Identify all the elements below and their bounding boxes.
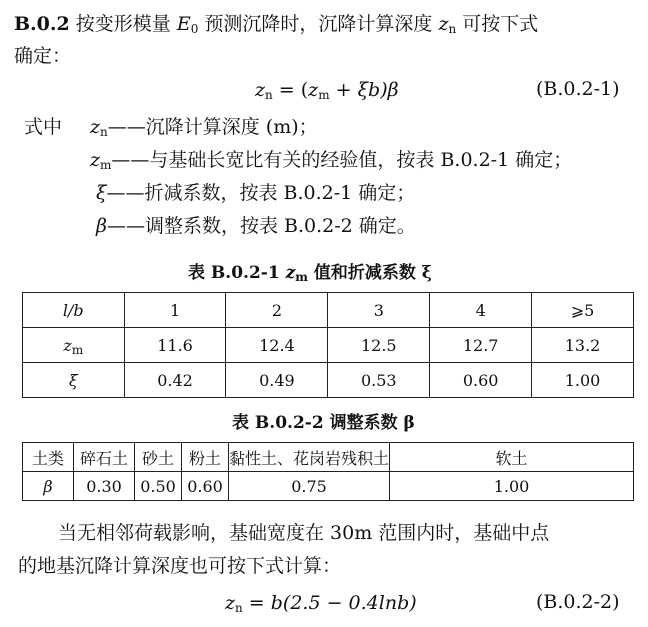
table-cell: 12.7: [430, 328, 532, 363]
table-cell: $z_m$: [23, 328, 125, 363]
table-cell: 碎石土: [74, 443, 135, 472]
table-1: [22, 292, 634, 398]
table-2: [22, 442, 634, 501]
table-row: [23, 472, 634, 501]
formula-1-number: (B.0.2-1): [536, 78, 620, 100]
formula-2: $z_n = b(2.5 - 0.4\ln b)$: [225, 592, 417, 615]
table-cell: 1.00: [390, 472, 634, 501]
table-cell: 1.00: [532, 363, 634, 398]
table-2-caption: 表 B.0.2-2 调整系数 β: [232, 413, 415, 433]
table-cell: 12.5: [328, 328, 430, 363]
formula-2-number: (B.0.2-2): [536, 591, 620, 613]
table-cell: 黏性土、花岗岩残积土: [229, 443, 390, 472]
table-cell: 2: [226, 293, 328, 328]
table-row: [23, 293, 634, 328]
intro-line-1: B.0.2 按变形模量 $E_0$ 预测沉降时，沉降计算深度 $z_n$ 可按下式: [14, 13, 539, 36]
table-cell: β: [23, 472, 74, 501]
table-cell: 0.60: [430, 363, 532, 398]
table-cell: 3: [328, 293, 430, 328]
definition-zm: $z_m——$与基础长宽比有关的经验值，按表 B.0.2-1 确定；: [90, 149, 573, 172]
table-cell: 13.2: [532, 328, 634, 363]
table-row: [23, 363, 634, 398]
table-cell: 0.53: [328, 363, 430, 398]
table-cell: 0.30: [74, 472, 135, 501]
table-cell: 0.49: [226, 363, 328, 398]
table-cell: 0.75: [229, 472, 390, 501]
table-cell: 砂土: [135, 443, 182, 472]
table-row: [23, 443, 634, 472]
table-cell: 0.42: [124, 363, 226, 398]
table-cell: 12.4: [226, 328, 328, 363]
intro-line-2: 确定：: [14, 45, 72, 67]
table-cell: 0.50: [135, 472, 182, 501]
table-cell: 软土: [390, 443, 634, 472]
table-cell: 粉土: [182, 443, 229, 472]
table-cell: l/b: [23, 293, 125, 328]
table-cell: 4: [430, 293, 532, 328]
table-row: [23, 328, 634, 363]
closing-line-1: 当无相邻荷载影响，基础宽度在 30m 范围内时，基础中点: [58, 522, 550, 544]
table-cell: 11.6: [124, 328, 226, 363]
definition-beta: β——调整系数，按表 B.0.2-2 确定。: [96, 215, 416, 237]
table-1-caption: 表 B.0.2-1 $z_m$ 值和折减系数 ξ: [188, 263, 432, 284]
closing-line-2: 的地基沉降计算深度也可按下式计算：: [18, 555, 342, 577]
definitions-lead: 式中: [24, 116, 63, 138]
definition-xi: ξ——折减系数，按表 B.0.2-1 确定；: [96, 182, 416, 204]
table-cell: ⩾5: [532, 293, 634, 328]
table-cell: 1: [124, 293, 226, 328]
definition-zn: $z_n——$沉降计算深度 (m)；: [90, 116, 318, 139]
table-cell: 0.60: [182, 472, 229, 501]
table-cell: 土类: [23, 443, 74, 472]
formula-1: $z_n = (z_m + \xi b)\beta$: [255, 79, 399, 102]
section-number: B.0.2: [14, 13, 70, 35]
table-cell: ξ: [23, 363, 125, 398]
